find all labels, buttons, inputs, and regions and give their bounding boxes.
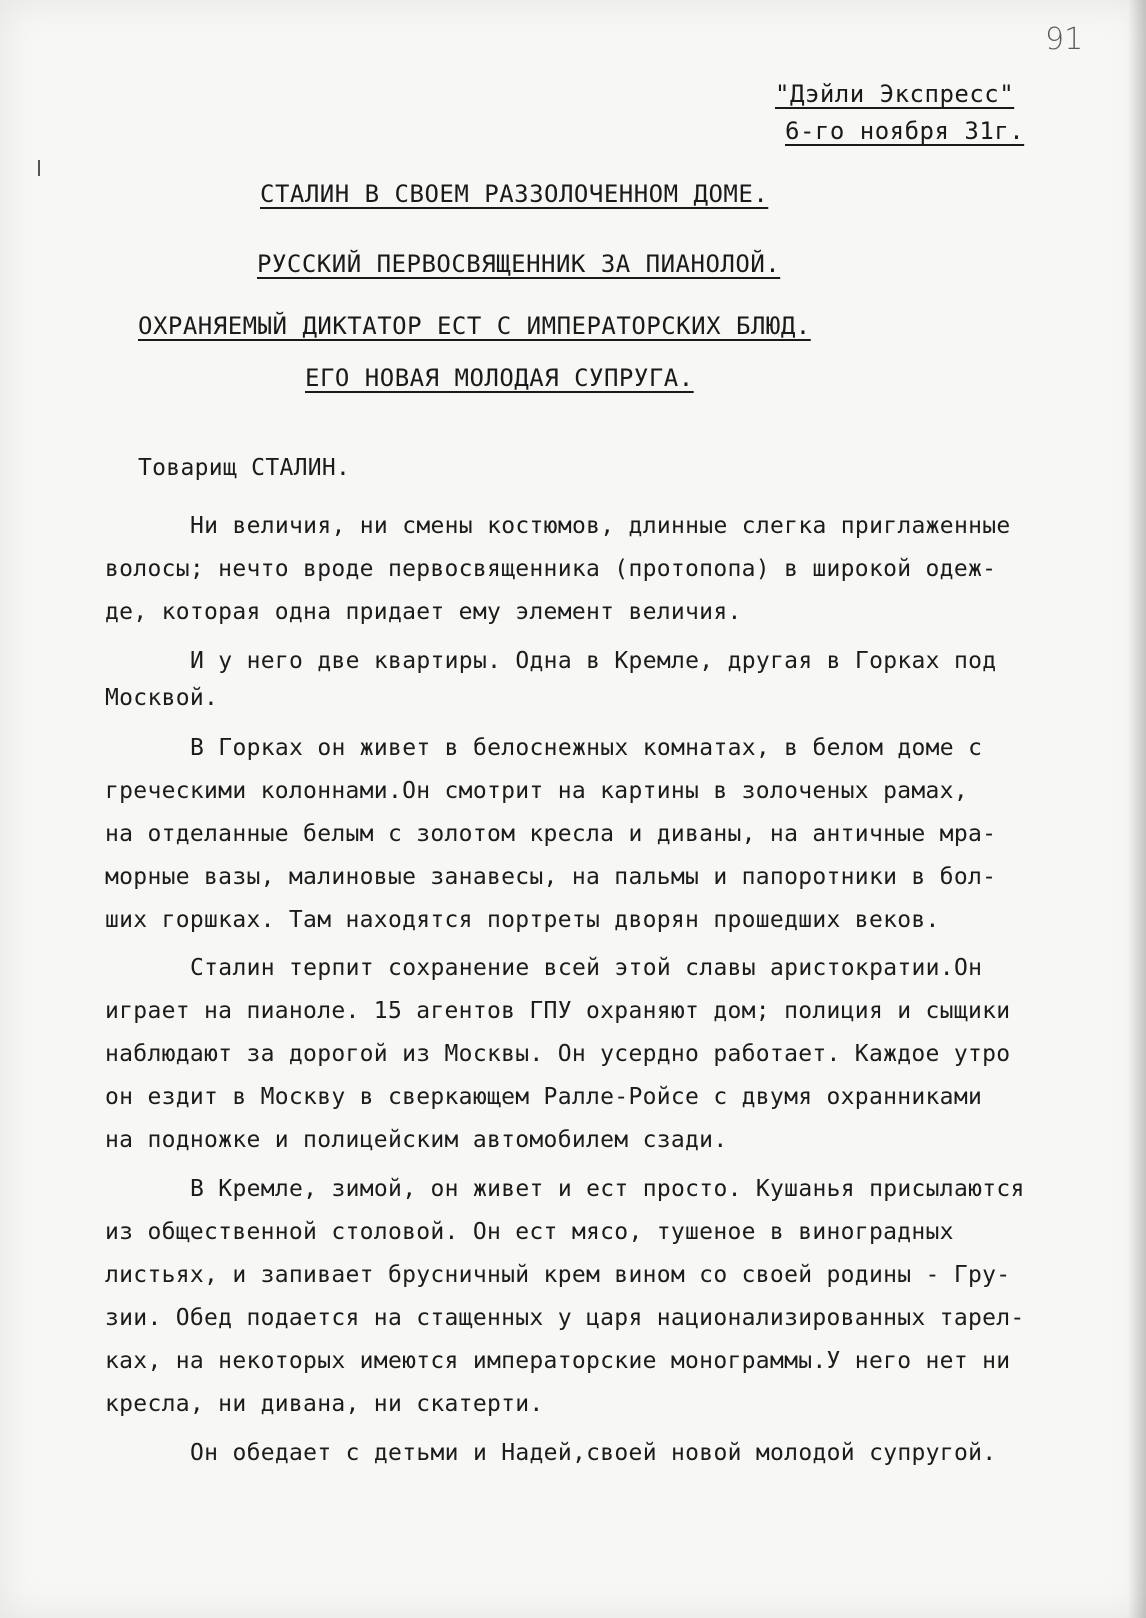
body-line: играет на пианоле. 15 агентов ГПУ охраняют дом; полиция и сыщики	[105, 998, 1011, 1024]
body-line: зии. Обед подается на стащенных у царя национализированных тарел-	[105, 1305, 1025, 1331]
page-edge-shadow	[1128, 0, 1146, 1618]
page-number: 91	[1045, 22, 1084, 57]
body-line: ших горшках. Там находятся портреты дворян прошедших веков.	[105, 907, 940, 933]
headline-3-text: ОХРАНЯЕМЫЙ ДИКТАТОР ЕСТ С ИМПЕРАТОРСКИХ БЛЮД.	[138, 312, 811, 340]
source-newspaper-text: "Дэйли Экспресс"	[775, 80, 1015, 108]
salutation: Товарищ СТАЛИН.	[138, 455, 351, 481]
body-line: листьях, и запивает брусничный крем вином со своей родины - Гру-	[105, 1262, 1011, 1288]
body-line: он ездит в Москву в сверкающем Ралле-Ройсе с двумя охранниками	[105, 1084, 983, 1110]
margin-mark	[38, 160, 40, 176]
body-line: на подножке и полицейским автомобилем сзади.	[105, 1127, 728, 1153]
source-date-text: 6-го ноября 31г.	[785, 117, 1025, 145]
body-line: Он обедает с детьми и Надей,своей новой молодой супругой.	[190, 1440, 997, 1466]
headline-1	[260, 180, 768, 208]
body-line: де, которая одна придает ему элемент величия.	[105, 599, 742, 625]
headline-3	[138, 312, 811, 340]
body-line: Москвой.	[105, 685, 219, 711]
headline-2	[257, 250, 780, 278]
body-line: морные вазы, малиновые занавесы, на пальмы и папоротники в бол-	[105, 864, 997, 890]
headline-4	[305, 364, 694, 392]
body-line: из общественной столовой. Он ест мясо, тушеное в виноградных	[105, 1219, 954, 1245]
body-line: Сталин терпит сохранение всей этой славы аристократии.Он	[190, 955, 983, 981]
headline-1-text: СТАЛИН В СВОЕМ РАЗЗОЛОЧЕННОМ ДОМЕ.	[260, 180, 769, 208]
body-line: Ни величия, ни смены костюмов, длинные слегка приглаженные	[190, 513, 1011, 539]
source-date	[785, 117, 1024, 145]
body-line: ках, на некоторых имеются императорские монограммы.У него нет ни	[105, 1348, 1011, 1374]
body-line: наблюдают за дорогой из Москвы. Он усердно работает. Каждое утро	[105, 1041, 1011, 1067]
body-line: волосы; нечто вроде первосвященника (протопопа) в широкой одеж-	[105, 556, 997, 582]
headline-2-text: РУССКИЙ ПЕРВОСВЯЩЕННИК ЗА ПИАНОЛОЙ.	[257, 250, 781, 278]
source-newspaper	[775, 80, 1014, 108]
body-line: кресла, ни дивана, ни скатерти.	[105, 1391, 544, 1417]
body-line: на отделанные белым с золотом кресла и диваны, на античные мра-	[105, 821, 997, 847]
body-line: И у него две квартиры. Одна в Кремле, другая в Горках под	[190, 648, 997, 674]
body-line: греческими колоннами.Он смотрит на картины в золоченых рамах,	[105, 778, 968, 804]
headline-4-text: ЕГО НОВАЯ МОЛОДАЯ СУПРУГА.	[305, 364, 694, 392]
body-line: В Горках он живет в белоснежных комнатах, в белом доме с	[190, 735, 983, 761]
body-line: В Кремле, зимой, он живет и ест просто. Кушанья присылаются	[190, 1176, 1025, 1202]
